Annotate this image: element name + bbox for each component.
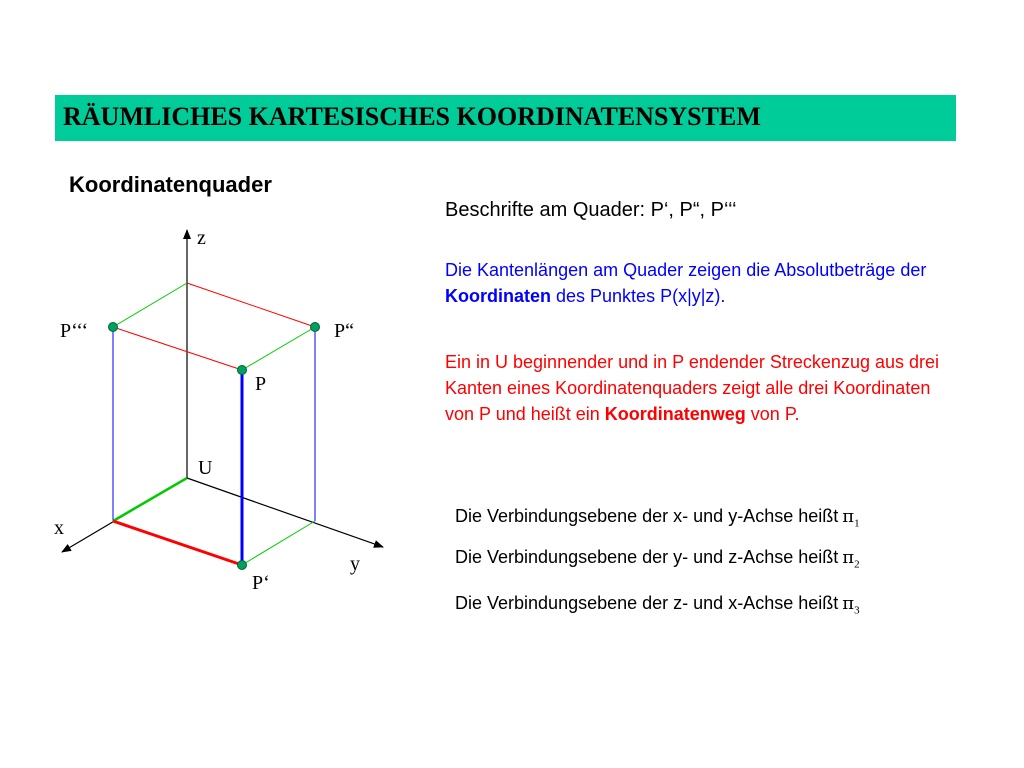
info-text-after: des Punktes P(x|y|z). bbox=[551, 286, 726, 306]
point-p1-label: P‘ bbox=[252, 572, 270, 594]
cuboid-edge-top-red-back bbox=[187, 283, 315, 327]
point-p2-dot bbox=[311, 323, 320, 332]
point-p2-label: P“ bbox=[334, 320, 354, 342]
pi-symbol-2: π bbox=[842, 547, 855, 568]
cuboid-edge-top-red-front bbox=[113, 327, 242, 370]
y-axis-label: y bbox=[350, 553, 360, 575]
subtitle: Koordinatenquader bbox=[69, 172, 272, 197]
plane-text-2: Die Verbindungsebene der y- und z-Achse heißt bbox=[455, 547, 839, 567]
path-text-bold: Koordinatenweg bbox=[604, 404, 746, 424]
point-p3-label: P‘‘‘ bbox=[60, 320, 89, 342]
y-axis bbox=[187, 478, 383, 547]
point-p-label: P bbox=[255, 373, 267, 395]
point-p3-dot bbox=[109, 323, 118, 332]
page-title: RÄUMLICHES KARTESISCHES KOORDINATENSYSTEM bbox=[63, 102, 761, 131]
z-axis-label: z bbox=[197, 227, 206, 249]
point-p1-dot bbox=[238, 561, 247, 570]
cuboid-edge-top-green-right bbox=[242, 327, 315, 370]
x-axis-label: x bbox=[54, 517, 64, 539]
pi-symbol-3: π bbox=[842, 593, 855, 614]
pi-index-3: 3 bbox=[854, 604, 860, 617]
info-text-bold: Koordinaten bbox=[445, 286, 551, 306]
coordinate-path-red bbox=[113, 521, 242, 565]
path-text-after: von P. bbox=[745, 404, 800, 424]
origin-label: U bbox=[198, 457, 213, 479]
path-text-before: Ein in U beginnender und in P endender Streckenzug aus drei Kanten eines Koordinatenquaders zeigt alle drei Koordinaten von P und heißt ein bbox=[445, 352, 940, 424]
plane-text-1: Die Verbindungsebene der x- und y-Achse heißt bbox=[455, 506, 839, 526]
cuboid-edge-top-green-left bbox=[113, 283, 187, 327]
pi-index-1: 1 bbox=[854, 517, 860, 530]
pi-index-2: 2 bbox=[854, 558, 860, 571]
coordinate-path-green bbox=[113, 478, 187, 521]
point-p-dot bbox=[238, 366, 247, 375]
cuboid-edge-bottom-green-right bbox=[242, 521, 315, 565]
pi-symbol-1: π bbox=[842, 506, 855, 527]
task-text: Beschrifte am Quader: P‘, P“, P‘‘‘ bbox=[445, 199, 737, 221]
info-text-before: Die Kantenlängen am Quader zeigen die Absolutbeträge der bbox=[445, 260, 927, 280]
plane-text-3: Die Verbindungsebene der z- und x-Achse heißt bbox=[455, 593, 839, 613]
